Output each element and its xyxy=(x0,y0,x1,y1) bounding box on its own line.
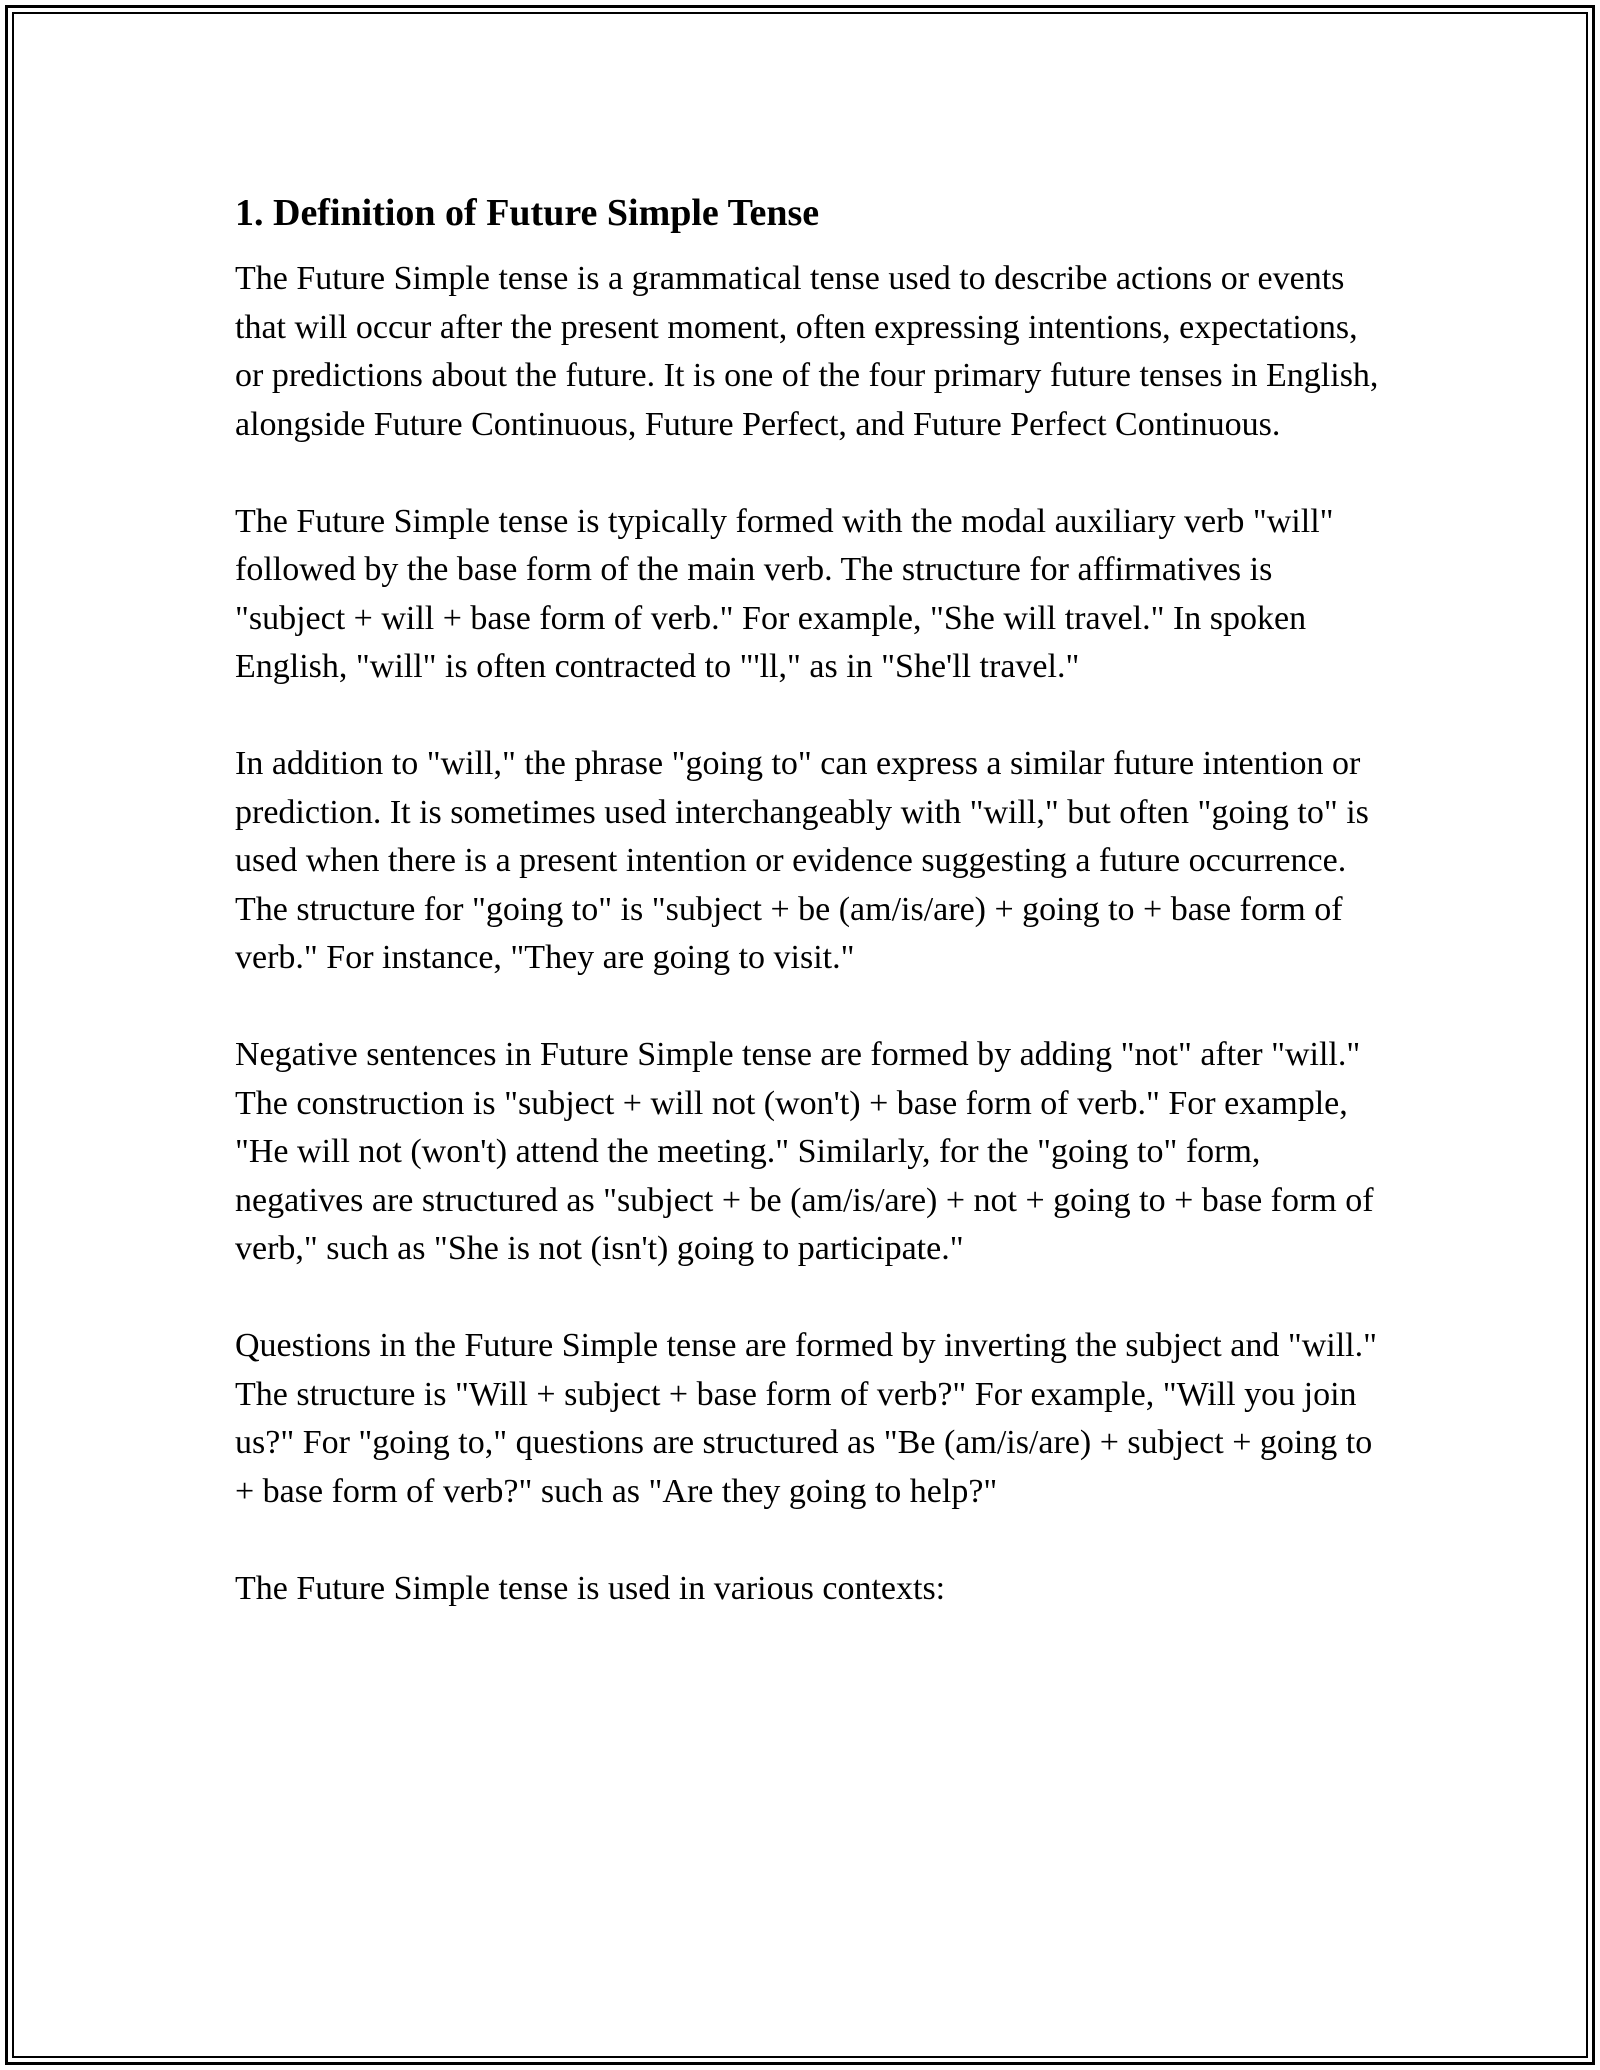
paragraph-negatives: Negative sentences in Future Simple tense are formed by adding "not" after "will." The construction is "subject + will not (won't) + base form of verb." For example, "He will not (won't) attend the meeting." Similarly, for the "going to" form, negatives are structured as "subject + be (am/is/are) + not + going to + base form of verb," such as "She is not (isn't) going to participate." xyxy=(235,1036,1374,1267)
paragraph-going-to: In addition to "will," the phrase "going to" can express a similar future intention or prediction. It is sometimes used interchangeably with "will," but often "going to" is used when there is a present intention or evidence suggesting a future occurrence. The structure for "going to" is "subject + be (am/is/are) + going to + base form of verb." For instance, "They are going to visit." xyxy=(235,745,1369,976)
document-body xyxy=(235,185,1385,1613)
section-heading: 1. Definition of Future Simple Tense xyxy=(235,192,820,234)
paragraph-questions: Questions in the Future Simple tense are formed by inverting the subject and "will." The structure is "Will + subject + base form of verb?" For example, "Will you join us?" For "going to," questions are structured as "Be (am/is/are) + subject + going to + base form of verb?" such as "Are they going to help?" xyxy=(235,1327,1377,1510)
paragraph-definition: The Future Simple tense is a grammatical tense used to describe actions or events that will occur after the present moment, often expressing intentions, expectations, or predictions about the future. It is one of the four primary future tenses in English, alongside Future Continuous, Future Perfect, and Future Perfect Continuous. xyxy=(235,260,1379,443)
paragraph-contexts: The Future Simple tense is used in various contexts: xyxy=(235,1569,946,1607)
paragraph-will-formation: The Future Simple tense is typically formed with the modal auxiliary verb "will" followed by the base form of the main verb. The structure for affirmatives is "subject + will + base form of verb." For example, "She will travel." In spoken English, "will" is often contracted to "'ll," as in "She'll travel." xyxy=(235,502,1334,685)
